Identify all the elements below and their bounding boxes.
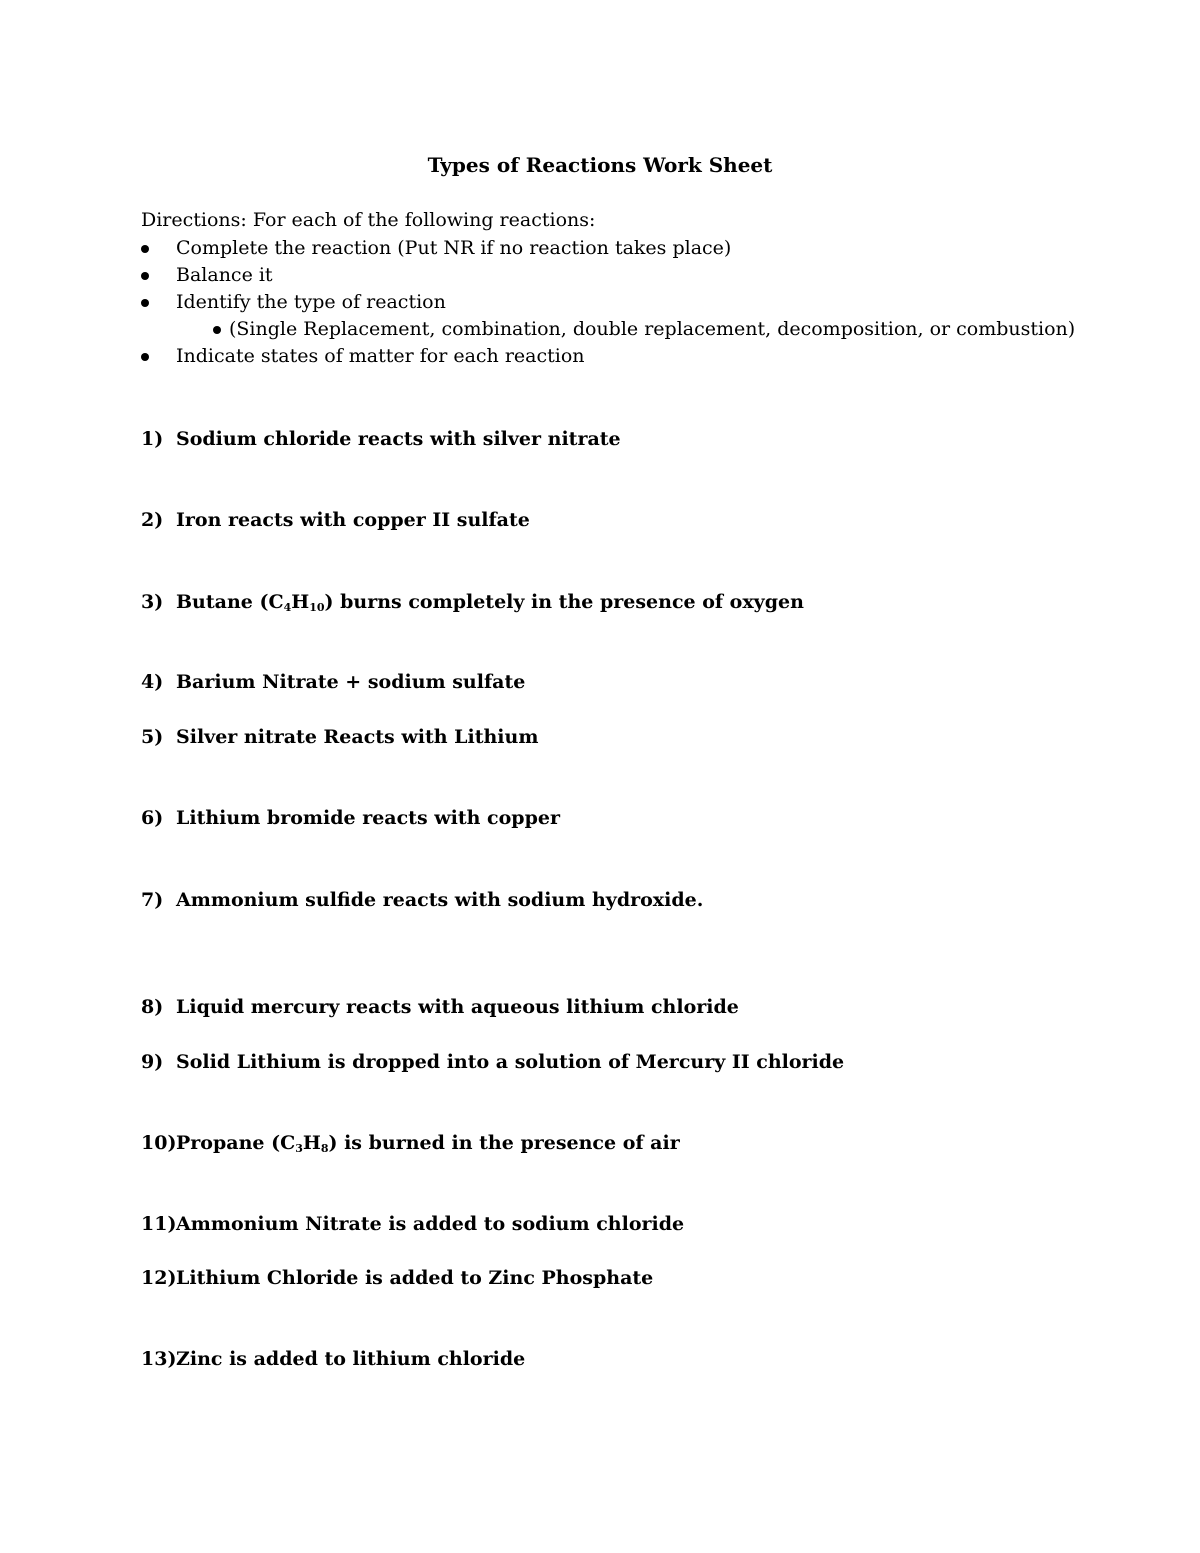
question-text: Ammonium Nitrate is added to sodium chloride xyxy=(176,1213,685,1235)
bullet-icon xyxy=(141,245,149,253)
bullet-icon xyxy=(141,272,149,280)
question-number: 11) xyxy=(141,1213,177,1235)
question-number: 5) xyxy=(141,726,164,748)
question-number: 12) xyxy=(141,1267,177,1289)
page-title: Types of Reactions Work Sheet xyxy=(427,153,773,177)
directions-text: Directions: For each of the following reactions: xyxy=(141,209,596,231)
bullet-icon xyxy=(213,326,221,334)
question-number: 7) xyxy=(141,889,164,911)
bullet-icon xyxy=(141,299,149,307)
question-text: Barium Nitrate + sodium sulfate xyxy=(176,671,526,693)
question-text: Lithium bromide reacts with copper xyxy=(176,807,560,829)
question-number: 8) xyxy=(141,996,164,1018)
question-number: 10) xyxy=(141,1132,177,1154)
question-number: 2) xyxy=(141,509,164,531)
question-number: 13) xyxy=(141,1348,177,1370)
question-number: 4) xyxy=(141,671,164,693)
question-text: Zinc is added to lithium chloride xyxy=(176,1348,526,1370)
question-text: Liquid mercury reacts with aqueous lithium chloride xyxy=(176,996,739,1018)
bullet-icon xyxy=(141,353,149,361)
question-text: Iron reacts with copper II sulfate xyxy=(176,509,530,531)
worksheet-page: Types of Reactions Work Sheet Directions: For each of the following reactions: Complete the reaction (Put NR if no reaction takes place) Balance it Identify the type of reaction (Single Replacement, combination, double replacement, decomposition, or combustion) Indicate states of matter for each reaction 1) Sodium chloride reacts with silver nitrate 2) Iron reacts with copper II sulfate 3) Butane $(C_4H_{10})$ burns completely in the presence of oxygen 4) Barium Nitrate + sodium sulfate 5) Silver nitrate Reacts with Lithium 6) Lithium bromide reacts with copper 7) Ammonium sulfide reacts with sodium hydroxide. 8) Liquid mercury reacts with aqueous lithium chloride 9) Solid Lithium is dropped into a solution of Mercury II chloride 10) Propane $(C_3H_8)$ is burned in the presence of air 11) Ammonium Nitrate is added to sodium chloride 12) Lithium Chloride is added to Zinc Phosphate 13) Zinc is added to lithium chloride xyxy=(0,0,1200,1553)
question-text: Silver nitrate Reacts with Lithium xyxy=(176,726,539,748)
question-text: Ammonium sulfide reacts with sodium hydroxide. xyxy=(176,889,704,911)
question-number: 3) xyxy=(141,591,164,613)
question-text: Lithium Chloride is added to Zinc Phosphate xyxy=(176,1267,654,1289)
question-text: Butane $(C_4H_{10})$ burns completely in the presence of oxygen xyxy=(176,591,804,614)
question-text: Propane $(C_3H_8)$ is burned in the presence of air xyxy=(176,1132,680,1155)
question-text: Sodium chloride reacts with silver nitrate xyxy=(176,428,621,450)
question-number: 9) xyxy=(141,1051,164,1073)
question-text: Solid Lithium is dropped into a solution of Mercury II chloride xyxy=(176,1051,845,1073)
question-number: 6) xyxy=(141,807,164,829)
question-number: 1) xyxy=(141,428,164,450)
